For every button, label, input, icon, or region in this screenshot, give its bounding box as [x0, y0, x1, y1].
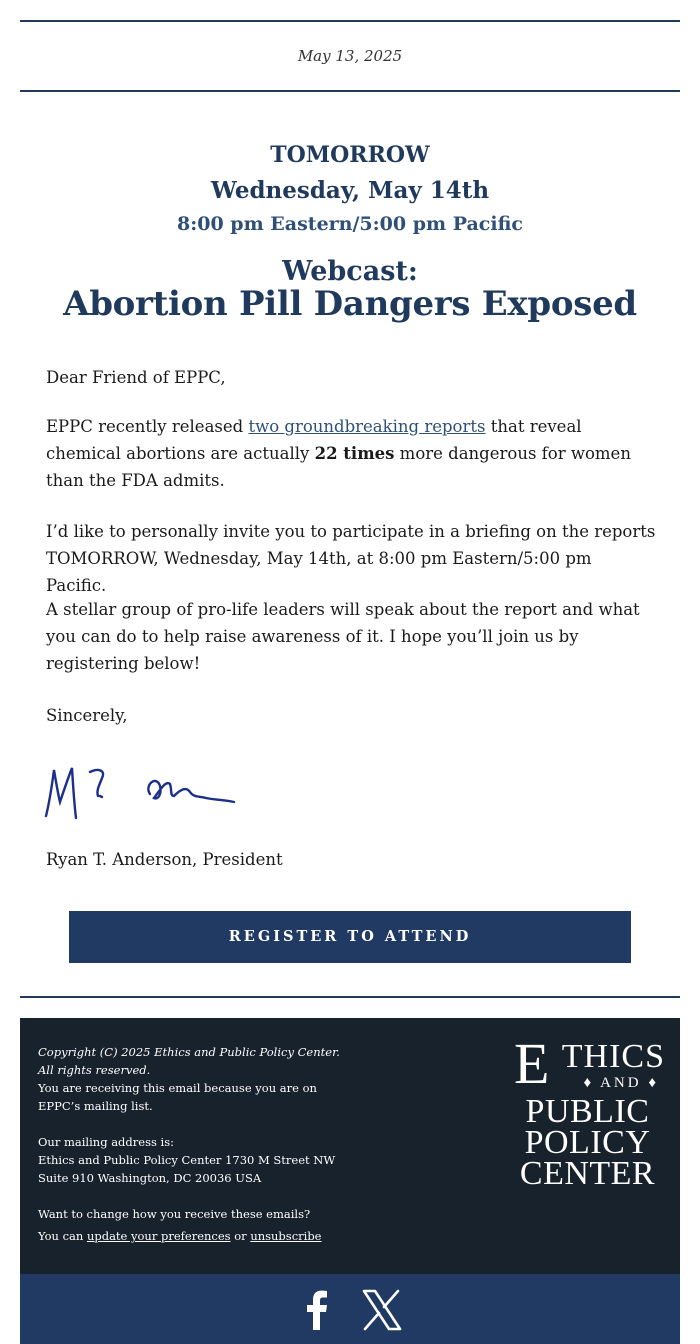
signature-image: [40, 760, 240, 826]
receiving-line-1: You are receiving this email because you are on: [38, 1081, 317, 1095]
update-preferences-link[interactable]: update your preferences: [86, 1229, 231, 1243]
social-bar: [20, 1274, 680, 1344]
address-label: Our mailing address is:: [38, 1135, 175, 1149]
p1-middle: that reveal chemical abortions are actually: [46, 417, 582, 463]
copyright-line-1: Copyright (C) 2025 Ethics and Public Policy Center.: [38, 1045, 340, 1059]
hero-webcast-label: Webcast:: [282, 256, 418, 287]
hero-time: 8:00 pm Eastern/5:00 pm Pacific: [177, 213, 523, 235]
copyright-line-2: All rights reserved.: [38, 1063, 151, 1077]
paragraph-leaders: A stellar group of pro-life leaders will speak about the report and what you can do to help raise awareness of it. I hope you’ll join us by registering below!: [46, 600, 640, 673]
footer: [20, 1018, 680, 1274]
top-rule: [20, 20, 680, 22]
register-button[interactable]: REGISTER TO ATTEND: [69, 911, 631, 963]
p1-after: more dangerous for women than the FDA admits.: [46, 444, 631, 490]
hero-date: Wednesday, May 14th: [210, 177, 490, 204]
x-icon[interactable]: [360, 1288, 404, 1332]
logo-center: CENTER: [519, 1155, 656, 1192]
or-text: or: [230, 1229, 251, 1243]
closing: Sincerely,: [46, 706, 128, 725]
hero-tomorrow: TOMORROW: [270, 142, 430, 168]
paragraph-invite: I’d like to personally invite you to participate in a briefing on the reports TOMORROW, Wednesday, May 14th, at 8:00 pm Eastern/5:00 pm Pacific.: [46, 522, 656, 595]
p1-bold: 22 times: [314, 444, 395, 463]
date-rule: [20, 90, 680, 92]
paragraph-reports: [46, 413, 656, 494]
logo-policy: POLICY: [524, 1124, 651, 1161]
greeting: Dear Friend of EPPC,: [46, 368, 226, 387]
eppc-logo: [510, 1031, 665, 1192]
logo-public: PUBLIC: [525, 1093, 650, 1130]
signer-name: Ryan T. Anderson, President: [46, 850, 283, 869]
can-text: You can: [38, 1229, 87, 1243]
logo-and: ♦ AND ♦: [583, 1075, 659, 1091]
address-line-2: Suite 910 Washington, DC 20036 USA: [38, 1171, 262, 1185]
p1-before: EPPC recently released: [46, 417, 249, 436]
hero-title: Abortion Pill Dangers Exposed: [63, 284, 637, 324]
logo-letter-e: E: [514, 1031, 551, 1096]
unsubscribe-link[interactable]: unsubscribe: [250, 1229, 322, 1243]
receiving-line-2: EPPC’s mailing list.: [38, 1099, 153, 1113]
logo-thics: THICS: [561, 1038, 665, 1075]
footer-rule: [20, 996, 680, 998]
address-line-1: Ethics and Public Policy Center 1730 M Street NW: [38, 1153, 336, 1167]
preferences-line: [38, 1228, 321, 1246]
reports-link[interactable]: two groundbreaking reports: [248, 417, 486, 436]
change-line: Want to change how you receive these emails?: [38, 1207, 311, 1221]
facebook-icon[interactable]: [295, 1288, 339, 1332]
email-date: May 13, 2025: [297, 47, 403, 65]
